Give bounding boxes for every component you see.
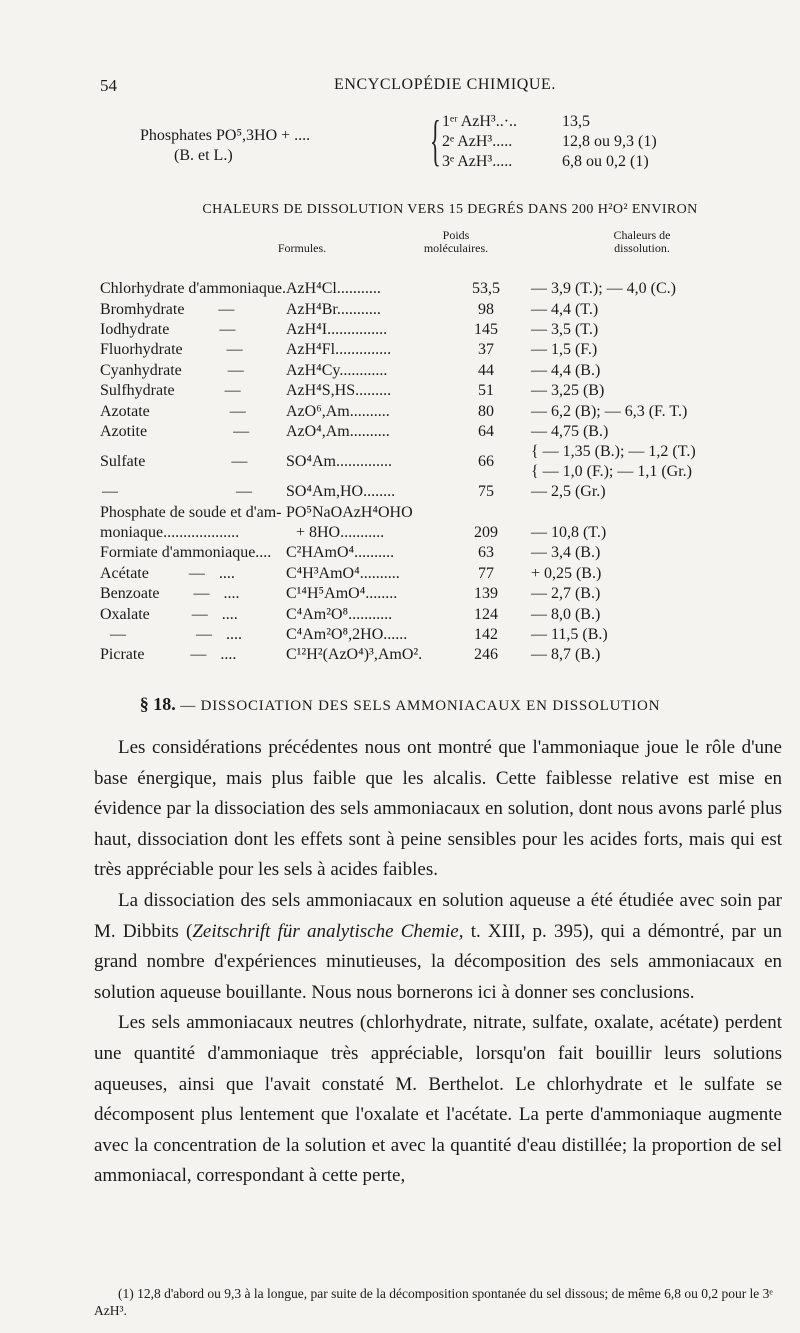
phosphates-source: (B. et L.) [174, 147, 233, 164]
table-row: Fluorhydrate — AzH⁴Fl.............. 37 — 1,5 (F.) [100, 341, 598, 359]
phosphates-block [140, 110, 740, 175]
phosphates-row: 3ᵉ AzH³..... 6,8 ou 0,2 (1) [442, 153, 649, 170]
table-row: Phosphate de soude et d'am- PO⁵NaOAzH⁴OHO [100, 503, 413, 521]
column-header-chaleurs: Chaleurs de dissolution. [613, 228, 671, 255]
table-row: Oxalate — .... C⁴Am²O⁸........... 124 — 8,0 (B.) [100, 605, 601, 623]
table-row: — — SO⁴Am,HO........ 75 — 2,5 (Gr.) [102, 483, 606, 501]
table-row: Formiate d'ammoniaque.... C²HAmO⁴.......... 63 — 3,4 (B.) [100, 544, 601, 562]
page-number: 54 [100, 76, 117, 95]
section-title: — DISSOCIATION DES SELS AMMONIACAUX EN DISSOLUTION [180, 698, 661, 714]
table-row: Bromhydrate — AzH⁴Br........... 98 — 4,4 (T.) [100, 300, 599, 318]
phosphates-row: 1ᵉʳ AzH³..·.. 13,5 [442, 113, 590, 130]
table-row: Acétate — .... C⁴H³AmO⁴.......... 77 + 0,25 (B.) [100, 564, 602, 582]
paragraph: Les sels ammoniacaux neutres (chlorhydrate, nitrate, sulfate, oxalate, acétate) perdent une quantité d'ammoniaque très appréciable, lorsqu'on fait bouillir leurs solutions aqueuses, ainsi que l'avait constaté M. Berthelot. Le chlorhydrate et le sulfate se décomposent plus lentement que l'oxalate et l'acétate. La perte d'ammoniaque augmente avec la concentration de la solution et avec la quantité d'eau distillée; la proportion de sel ammoniacal, correspondant à cette perte, [94, 1012, 782, 1187]
column-header-formules: Formules. [277, 241, 327, 255]
brace-glyph: { [430, 110, 441, 172]
phosphates-row: 2ᵉ AzH³..... 12,8 ou 9,3 (1) [442, 133, 657, 150]
column-header-poids: Poids moléculaires. [423, 228, 489, 255]
journal-title: Zeitschrift für analytische Chemie [192, 920, 459, 942]
table-title: CHALEURS DE DISSOLUTION VERS 15 DEGRÉS DANS 200 H²O² ENVIRON [202, 202, 698, 217]
footnote-text: (1) 12,8 d'abord ou 9,3 à la longue, par suite de la décomposition spontanée du sel dissous; de même 6,8 ou 0,2 pour le 3ᵉ AzH³. [94, 1286, 773, 1318]
table-row: Iodhydrate — AzH⁴I............... 145 — 3,5 (T.) [100, 320, 599, 338]
page-header [100, 76, 790, 100]
table-row: — — .... C⁴Am²O⁸,2HO...... 142 — 11,5 (B.) [110, 626, 608, 644]
table-row: Chlorhydrate d'ammoniaque. AzH⁴Cl........... 53,5 — 3,9 (T.); — 4,0 (C.) [100, 280, 676, 298]
table-row: Picrate — .... C¹²H²(AzO⁴)³,AmO². 246 — 8,7 (B.) [100, 646, 601, 664]
table-row: Cyanhydrate — AzH⁴Cy............ 44 — 4,4 (B.) [100, 361, 601, 379]
table-row: moniaque................... + 8HO........... 209 — 10,8 (T.) [100, 524, 607, 542]
section-number: § 18. [139, 694, 176, 714]
paragraph: Les considérations précédentes nous ont montré que l'ammoniaque joue le rôle d'une base énergique, mais plus faible que les alcalis. Cette faiblesse relative est mise en évidence par la dissociation des sels ammoniacaux en solution, dont nous avons parlé plus haut, dissociation dont les effets sont à peine sensibles pour les acides forts, mais qui est très appréciable pour les sels à acides faibles. [94, 737, 782, 881]
table-row: Azotite — AzO⁴,Am.......... 64 — 4,75 (B.) [100, 422, 609, 440]
phosphates-label: Phosphates PO⁵,3HO + .... [140, 127, 311, 144]
dissolution-heat-table [100, 279, 731, 666]
paragraph: La dissociation des sels ammoniacaux en solution aqueuse a été étudiée avec soin par M. Dibbits (Zeitschrift für analytische Chemie, t. XIII, p. 395), qui a démontré, par un grand nombre d'expériences minutieuses, la décomposition des sels ammoniacaux en solution aqueuse bouillante. Nous nous bornerons ici à donner ses conclusions. [94, 889, 782, 1003]
footnote [94, 1285, 782, 1319]
table-row: Benzoate — .... C¹⁴H⁵AmO⁴........ 139 — 2,7 (B.) [100, 585, 601, 603]
section-heading [0, 694, 800, 715]
table-row: Sulfate — SO⁴Am.............. 66 { — 1,35 (B.); — 1,2 (T.) { — 1,0 (F.); — 1,1 (Gr.) [100, 443, 696, 481]
body-text [94, 733, 782, 1192]
running-title: ENCYCLOPÉDIE CHIMIQUE. [333, 76, 557, 93]
table-row: Sulfhydrate — AzH⁴S,HS......... 51 — 3,25 (B) [100, 382, 605, 400]
table-row: Azotate — AzO⁶,Am.......... 80 — 6,2 (B); — 6,3 (F. T.) [100, 402, 688, 420]
